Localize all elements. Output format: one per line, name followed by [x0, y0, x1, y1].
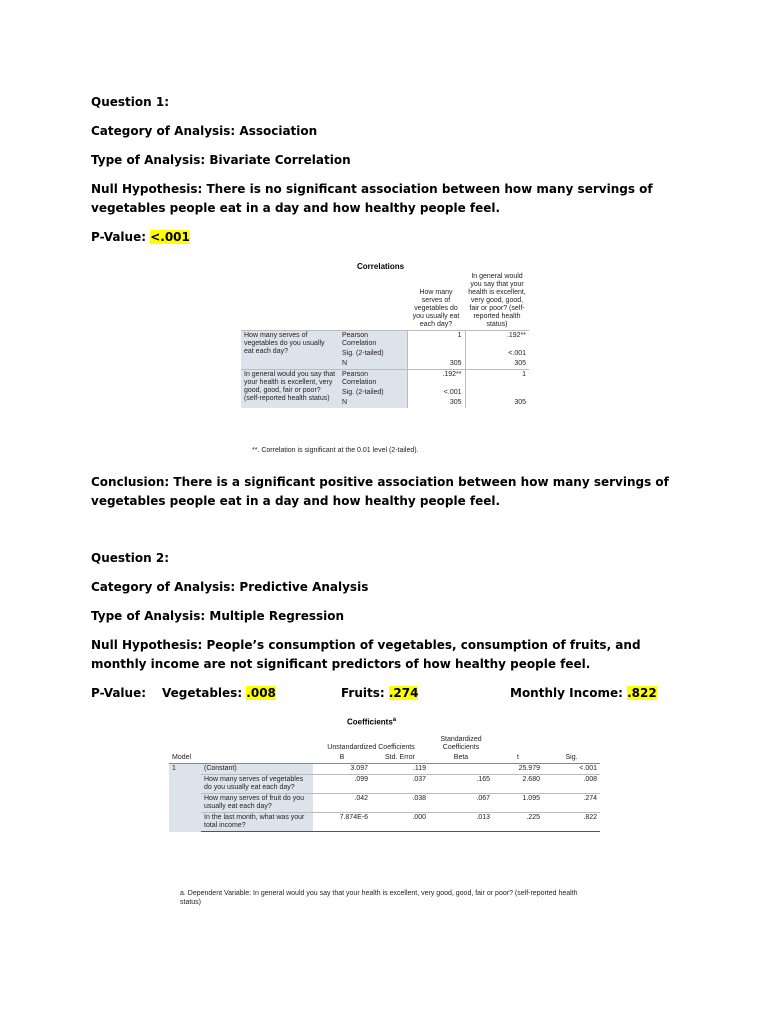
coef-h-b: B: [313, 753, 371, 764]
coef-row0-se: .119: [412, 765, 426, 772]
corr-r2c2-n: 305: [465, 398, 529, 408]
corr-r2-stat-pearson: Pearson Correlation: [339, 370, 407, 389]
veg-value: .008: [246, 686, 276, 700]
corr-r1c1-pearson: 1: [407, 331, 465, 350]
coef-title-text: Coefficients: [347, 717, 393, 727]
coef-row: [169, 794, 600, 813]
corr-col1-header: How many serves of vegetables do you usually eat each day?: [412, 289, 460, 328]
coef-row1-label: How many serves of vegetables do you usually eat each day?: [201, 775, 313, 794]
coef-row1-t: 2.680: [493, 775, 543, 794]
coef-h-model: Model: [169, 753, 201, 764]
coef-row0-t: 25.979: [518, 765, 540, 772]
q2-pvalue-fruits: [341, 684, 481, 703]
coef-row0-b: 3.097: [350, 765, 368, 772]
corr-r2c1-pearson: .192**: [407, 370, 465, 389]
coef-row3-se: .000: [371, 813, 429, 832]
coef-row: [169, 775, 600, 794]
coef-row0-label: (Constant): [201, 764, 313, 775]
coef-row1-b: .099: [313, 775, 371, 794]
corr-col2-header: In general would you say that your health is excellent, very good, good, fair or poor? (self-reported health status): [468, 273, 526, 328]
coef-row2-t: 1.095: [493, 794, 543, 813]
corr-r2c1-n: 305: [407, 398, 465, 408]
q1-heading: Question 1:: [91, 95, 169, 109]
coef-row1-beta: .165: [429, 775, 493, 794]
coef-h-sig: Sig.: [543, 753, 600, 764]
coef-model-num: 1: [169, 764, 201, 832]
coef-row3-beta: .013: [429, 813, 493, 832]
coef-row2-label: How many serves of fruit do you usually eat each day?: [201, 794, 313, 813]
corr-r1-stat-pearson: Pearson Correlation: [339, 331, 407, 350]
q1-pvalue: [91, 228, 691, 247]
q1-conclusion: Conclusion: There is a significant positive association between how many servings of vegetables people eat in a day and how healthy people feel.: [91, 475, 669, 508]
correlations-title: Correlations: [357, 262, 405, 271]
coef-h-std: Standardized Coefficients: [440, 736, 482, 751]
corr-footnote: **. Correlation is significant at the 0.01 level (2-tailed).: [252, 447, 419, 454]
coef-row0-sig: <.001: [579, 765, 597, 772]
income-value: .822: [627, 686, 657, 700]
coef-h-beta: Beta: [429, 753, 493, 764]
corr-r1c2-n: 305: [465, 359, 529, 370]
q2-pvalue-vegetables: [162, 684, 322, 703]
corr-r1c1-n: 305: [407, 359, 465, 370]
coef-footnote: a. Dependent Variable: In general would you say that your health is excellent, very good, good, fair or poor? (self-reported health status): [180, 890, 578, 906]
q2-null-hypothesis: Null Hypothesis: People’s consumption of vegetables, consumption of fruits, and monthly income are not significant predictors of how healthy people feel.: [91, 638, 641, 671]
coef-h-t: t: [493, 753, 543, 764]
q1-type: Type of Analysis: Bivariate Correlation: [91, 153, 351, 167]
coef-row1-sig: .008: [543, 775, 600, 794]
coef-row2-b: .042: [313, 794, 371, 813]
q2-pvalue-income: [510, 684, 690, 703]
coef-row: [169, 813, 600, 832]
corr-r2-stat-sig: Sig. (2-tailed): [339, 388, 407, 398]
fruit-value: .274: [388, 686, 419, 700]
coef-row2-beta: .067: [429, 794, 493, 813]
q2-heading: Question 2:: [91, 551, 169, 565]
correlations-table: [241, 272, 529, 408]
corr-r1c1-sig: [407, 349, 465, 359]
corr-r2-stat-n: N: [339, 398, 407, 408]
q1-pvalue-value: <.001: [150, 230, 190, 244]
veg-label: Vegetables:: [162, 686, 247, 700]
income-label: Monthly Income:: [510, 686, 628, 700]
coef-h-se: Std. Error: [371, 753, 429, 764]
q2-type: Type of Analysis: Multiple Regression: [91, 609, 345, 623]
corr-row2-label: In general would you say that your health is excellent, very good, good, fair or poor? (self-reported health status): [241, 370, 339, 409]
q2-pvalue-label: P-Value:: [91, 686, 147, 700]
coef-row2-sig: .274: [543, 794, 600, 813]
coef-row3-sig: .822: [543, 813, 600, 832]
corr-r2c1-sig: <.001: [407, 388, 465, 398]
coefficients-title: [347, 717, 396, 727]
coef-row3-b: 7.874E-6: [313, 813, 371, 832]
coef-h-unstd: Unstandardized Coefficients: [327, 744, 415, 751]
coef-row1-se: .037: [371, 775, 429, 794]
corr-r1-stat-sig: Sig. (2-tailed): [339, 349, 407, 359]
q1-pvalue-label: P-Value:: [91, 230, 151, 244]
corr-row1-label: How many serves of vegetables do you usually eat each day?: [241, 331, 339, 370]
corr-r1-stat-n: N: [339, 359, 407, 370]
coef-title-sup: a: [392, 717, 397, 723]
coef-row: [169, 764, 600, 775]
fruit-label: Fruits:: [341, 686, 389, 700]
coefficients-table: [169, 735, 600, 832]
coef-row2-se: .038: [371, 794, 429, 813]
q1-category: Category of Analysis: Association: [91, 124, 318, 138]
corr-r2c2-pearson: 1: [465, 370, 529, 389]
coef-row3-t: .225: [493, 813, 543, 832]
corr-r1c2-sig: <.001: [465, 349, 529, 359]
coef-row3-label: In the last month, what was your total income?: [201, 813, 313, 832]
coef-row0-beta: [429, 764, 493, 775]
corr-r2c2-sig: [465, 388, 529, 398]
q1-null-hypothesis: Null Hypothesis: There is no significant association between how many servings of vegetables people eat in a day and how healthy people feel.: [91, 182, 653, 215]
corr-r1c2-pearson: .192**: [465, 331, 529, 350]
q2-category: Category of Analysis: Predictive Analysis: [91, 580, 369, 594]
